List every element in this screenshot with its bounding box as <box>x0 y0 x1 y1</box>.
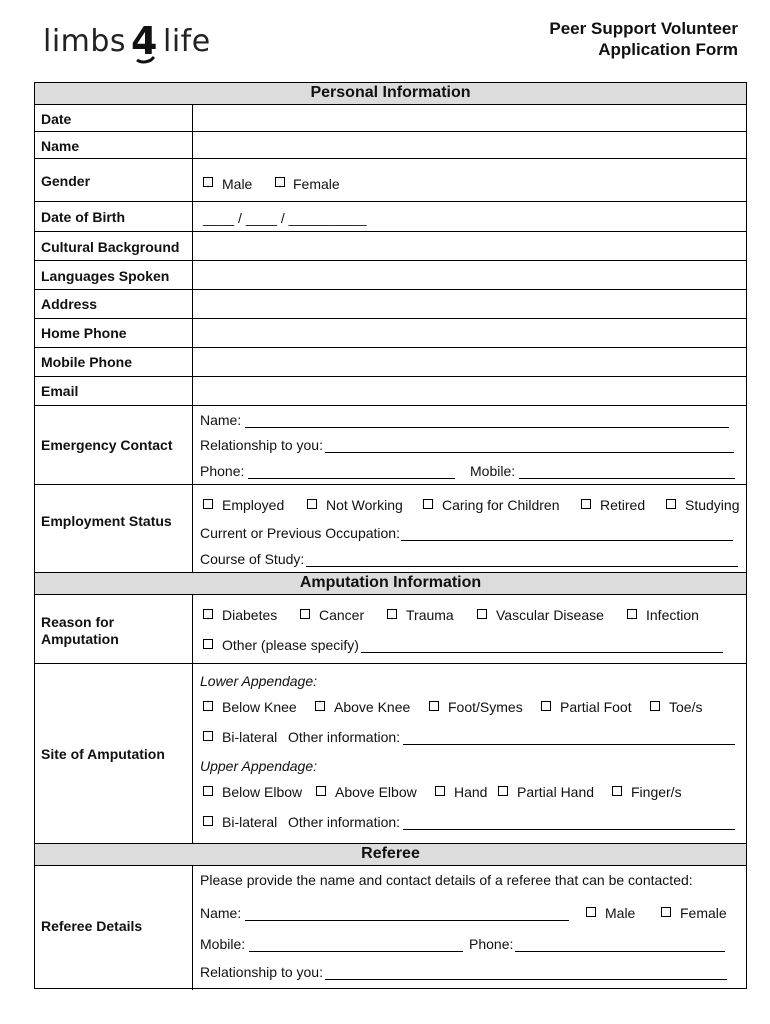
infection-label: Infection <box>646 607 699 623</box>
dob-field[interactable]: ____ / ____ / __________ <box>203 210 367 226</box>
foot-symes-label: Foot/Symes <box>448 699 523 715</box>
caring-for-children-checkbox[interactable] <box>423 499 433 509</box>
row-address <box>35 290 746 319</box>
label-address: Address <box>41 296 98 312</box>
not-working-label: Not Working <box>326 497 403 513</box>
logo-text-left: limbs <box>43 24 127 59</box>
label-emergency-contact: Emergency Contact <box>41 437 173 453</box>
label-email: Email <box>41 383 79 399</box>
upper-bilateral-checkbox[interactable] <box>203 816 213 826</box>
row-employment-status <box>35 485 746 573</box>
toes-label: Toe/s <box>669 699 703 715</box>
emergency-mobile-line[interactable] <box>519 478 735 479</box>
below-elbow-label: Below Elbow <box>222 784 303 800</box>
studying-checkbox[interactable] <box>666 499 676 509</box>
partial-foot-checkbox[interactable] <box>541 701 551 711</box>
label-home-phone: Home Phone <box>41 325 127 341</box>
caring-for-children-label: Caring for Children <box>442 497 560 513</box>
referee-male-label: Male <box>605 905 636 921</box>
hand-checkbox[interactable] <box>435 786 445 796</box>
lower-appendage-heading: Lower Appendage: <box>200 673 318 689</box>
lower-other-info-label: Other information: <box>288 729 401 745</box>
label-date-of-birth: Date of Birth <box>41 209 125 225</box>
referee-phone-label: Phone: <box>469 936 514 952</box>
retired-checkbox[interactable] <box>581 499 591 509</box>
fingers-label: Finger/s <box>631 784 682 800</box>
row-languages <box>35 261 746 290</box>
label-mobile-phone: Mobile Phone <box>41 354 132 370</box>
languages-field[interactable] <box>193 261 746 289</box>
section-personal-information: Personal Information <box>35 83 746 105</box>
retired-label: Retired <box>600 497 646 513</box>
form-title-line2: Application Form <box>598 40 738 59</box>
not-working-checkbox[interactable] <box>307 499 317 509</box>
row-gender <box>35 159 746 202</box>
course-of-study-line[interactable] <box>306 566 738 567</box>
mobile-phone-field[interactable] <box>193 348 746 376</box>
above-elbow-checkbox[interactable] <box>316 786 326 796</box>
partial-hand-checkbox[interactable] <box>498 786 508 796</box>
trauma-checkbox[interactable] <box>387 609 397 619</box>
diabetes-checkbox[interactable] <box>203 609 213 619</box>
male-checkbox[interactable] <box>203 177 213 187</box>
row-name <box>35 132 746 159</box>
referee-name-label: Name: <box>200 905 242 921</box>
referee-relationship-label: Relationship to you: <box>200 964 323 980</box>
lower-bilateral-label: Bi-lateral <box>222 729 278 745</box>
above-knee-checkbox[interactable] <box>315 701 325 711</box>
female-label: Female <box>293 176 340 192</box>
section-referee: Referee <box>35 844 746 866</box>
toes-checkbox[interactable] <box>650 701 660 711</box>
referee-female-checkbox[interactable] <box>661 907 671 917</box>
application-form <box>34 82 747 989</box>
label-referee-details: Referee Details <box>41 918 143 934</box>
referee-relationship-line[interactable] <box>325 979 727 980</box>
date-field[interactable] <box>193 105 746 131</box>
logo-mark-digit: 4 <box>131 20 158 63</box>
emergency-phone-label: Phone: <box>200 463 245 479</box>
emergency-relationship-label: Relationship to you: <box>200 437 323 453</box>
lower-other-info-line[interactable] <box>403 744 735 745</box>
label-date: Date <box>41 111 72 127</box>
section-amputation-information: Amputation Information <box>35 573 746 595</box>
other-reason-checkbox[interactable] <box>203 639 213 649</box>
emergency-phone-line[interactable] <box>248 478 455 479</box>
below-elbow-checkbox[interactable] <box>203 786 213 796</box>
occupation-line[interactable] <box>401 540 733 541</box>
infection-checkbox[interactable] <box>627 609 637 619</box>
referee-instructions: Please provide the name and contact details of a referee that can be contacted: <box>200 872 693 888</box>
upper-other-info-line[interactable] <box>403 829 735 830</box>
upper-bilateral-label: Bi-lateral <box>222 814 278 830</box>
lower-bilateral-checkbox[interactable] <box>203 731 213 741</box>
above-elbow-label: Above Elbow <box>335 784 417 800</box>
below-knee-checkbox[interactable] <box>203 701 213 711</box>
above-knee-label: Above Knee <box>334 699 411 715</box>
hand-label: Hand <box>454 784 488 800</box>
row-date <box>35 105 746 132</box>
label-site-of-amputation: Site of Amputation <box>41 746 165 762</box>
fingers-checkbox[interactable] <box>612 786 622 796</box>
female-checkbox[interactable] <box>275 177 285 187</box>
vascular-disease-label: Vascular Disease <box>496 607 604 623</box>
row-cultural-background <box>35 232 746 261</box>
row-referee-details <box>35 866 746 990</box>
row-dob <box>35 202 746 232</box>
referee-phone-line[interactable] <box>515 951 725 952</box>
home-phone-field[interactable] <box>193 319 746 347</box>
foot-symes-checkbox[interactable] <box>429 701 439 711</box>
employed-checkbox[interactable] <box>203 499 213 509</box>
vascular-disease-checkbox[interactable] <box>477 609 487 619</box>
upper-other-info-label: Other information: <box>288 814 401 830</box>
partial-hand-label: Partial Hand <box>517 784 595 800</box>
diabetes-label: Diabetes <box>222 607 278 623</box>
form-title <box>549 18 738 60</box>
referee-mobile-line[interactable] <box>249 951 463 952</box>
logo-mark-4 <box>127 20 165 66</box>
referee-male-checkbox[interactable] <box>586 907 596 917</box>
row-email <box>35 377 746 406</box>
label-reason-line2: Amputation <box>41 631 119 647</box>
other-reason-label: Other (please specify) <box>222 637 359 653</box>
label-employment-status: Employment Status <box>41 513 172 529</box>
row-site-of-amputation <box>35 664 746 844</box>
row-home-phone <box>35 319 746 348</box>
upper-appendage-heading: Upper Appendage: <box>200 758 318 774</box>
referee-mobile-label: Mobile: <box>200 936 246 952</box>
label-reason-line1: Reason for <box>41 614 115 630</box>
label-languages-spoken: Languages Spoken <box>41 268 170 284</box>
cultural-background-field[interactable] <box>193 232 746 260</box>
referee-female-label: Female <box>680 905 727 921</box>
trauma-label: Trauma <box>406 607 454 623</box>
studying-label: Studying <box>685 497 740 513</box>
cancer-label: Cancer <box>319 607 365 623</box>
emergency-relationship-line[interactable] <box>325 452 734 453</box>
partial-foot-label: Partial Foot <box>560 699 632 715</box>
label-gender: Gender <box>41 173 91 189</box>
male-label: Male <box>222 176 253 192</box>
name-field[interactable] <box>193 132 746 158</box>
form-title-line1: Peer Support Volunteer <box>549 19 738 38</box>
row-emergency-contact <box>35 406 746 485</box>
row-reason-for-amputation <box>35 595 746 664</box>
referee-name-line[interactable] <box>245 920 569 921</box>
address-field[interactable] <box>193 290 746 318</box>
emergency-mobile-label: Mobile: <box>470 463 516 479</box>
cancer-checkbox[interactable] <box>300 609 310 619</box>
emergency-name-line[interactable] <box>245 427 729 428</box>
occupation-label: Current or Previous Occupation: <box>200 525 400 541</box>
label-name: Name <box>41 138 80 154</box>
email-field[interactable] <box>193 377 746 405</box>
label-cultural-background: Cultural Background <box>41 239 180 255</box>
employed-label: Employed <box>222 497 285 513</box>
logo-text-right: life <box>163 24 211 59</box>
other-reason-line[interactable] <box>361 652 723 653</box>
row-mobile-phone <box>35 348 746 377</box>
emergency-name-label: Name: <box>200 412 242 428</box>
below-knee-label: Below Knee <box>222 699 297 715</box>
course-of-study-label: Course of Study: <box>200 551 305 567</box>
